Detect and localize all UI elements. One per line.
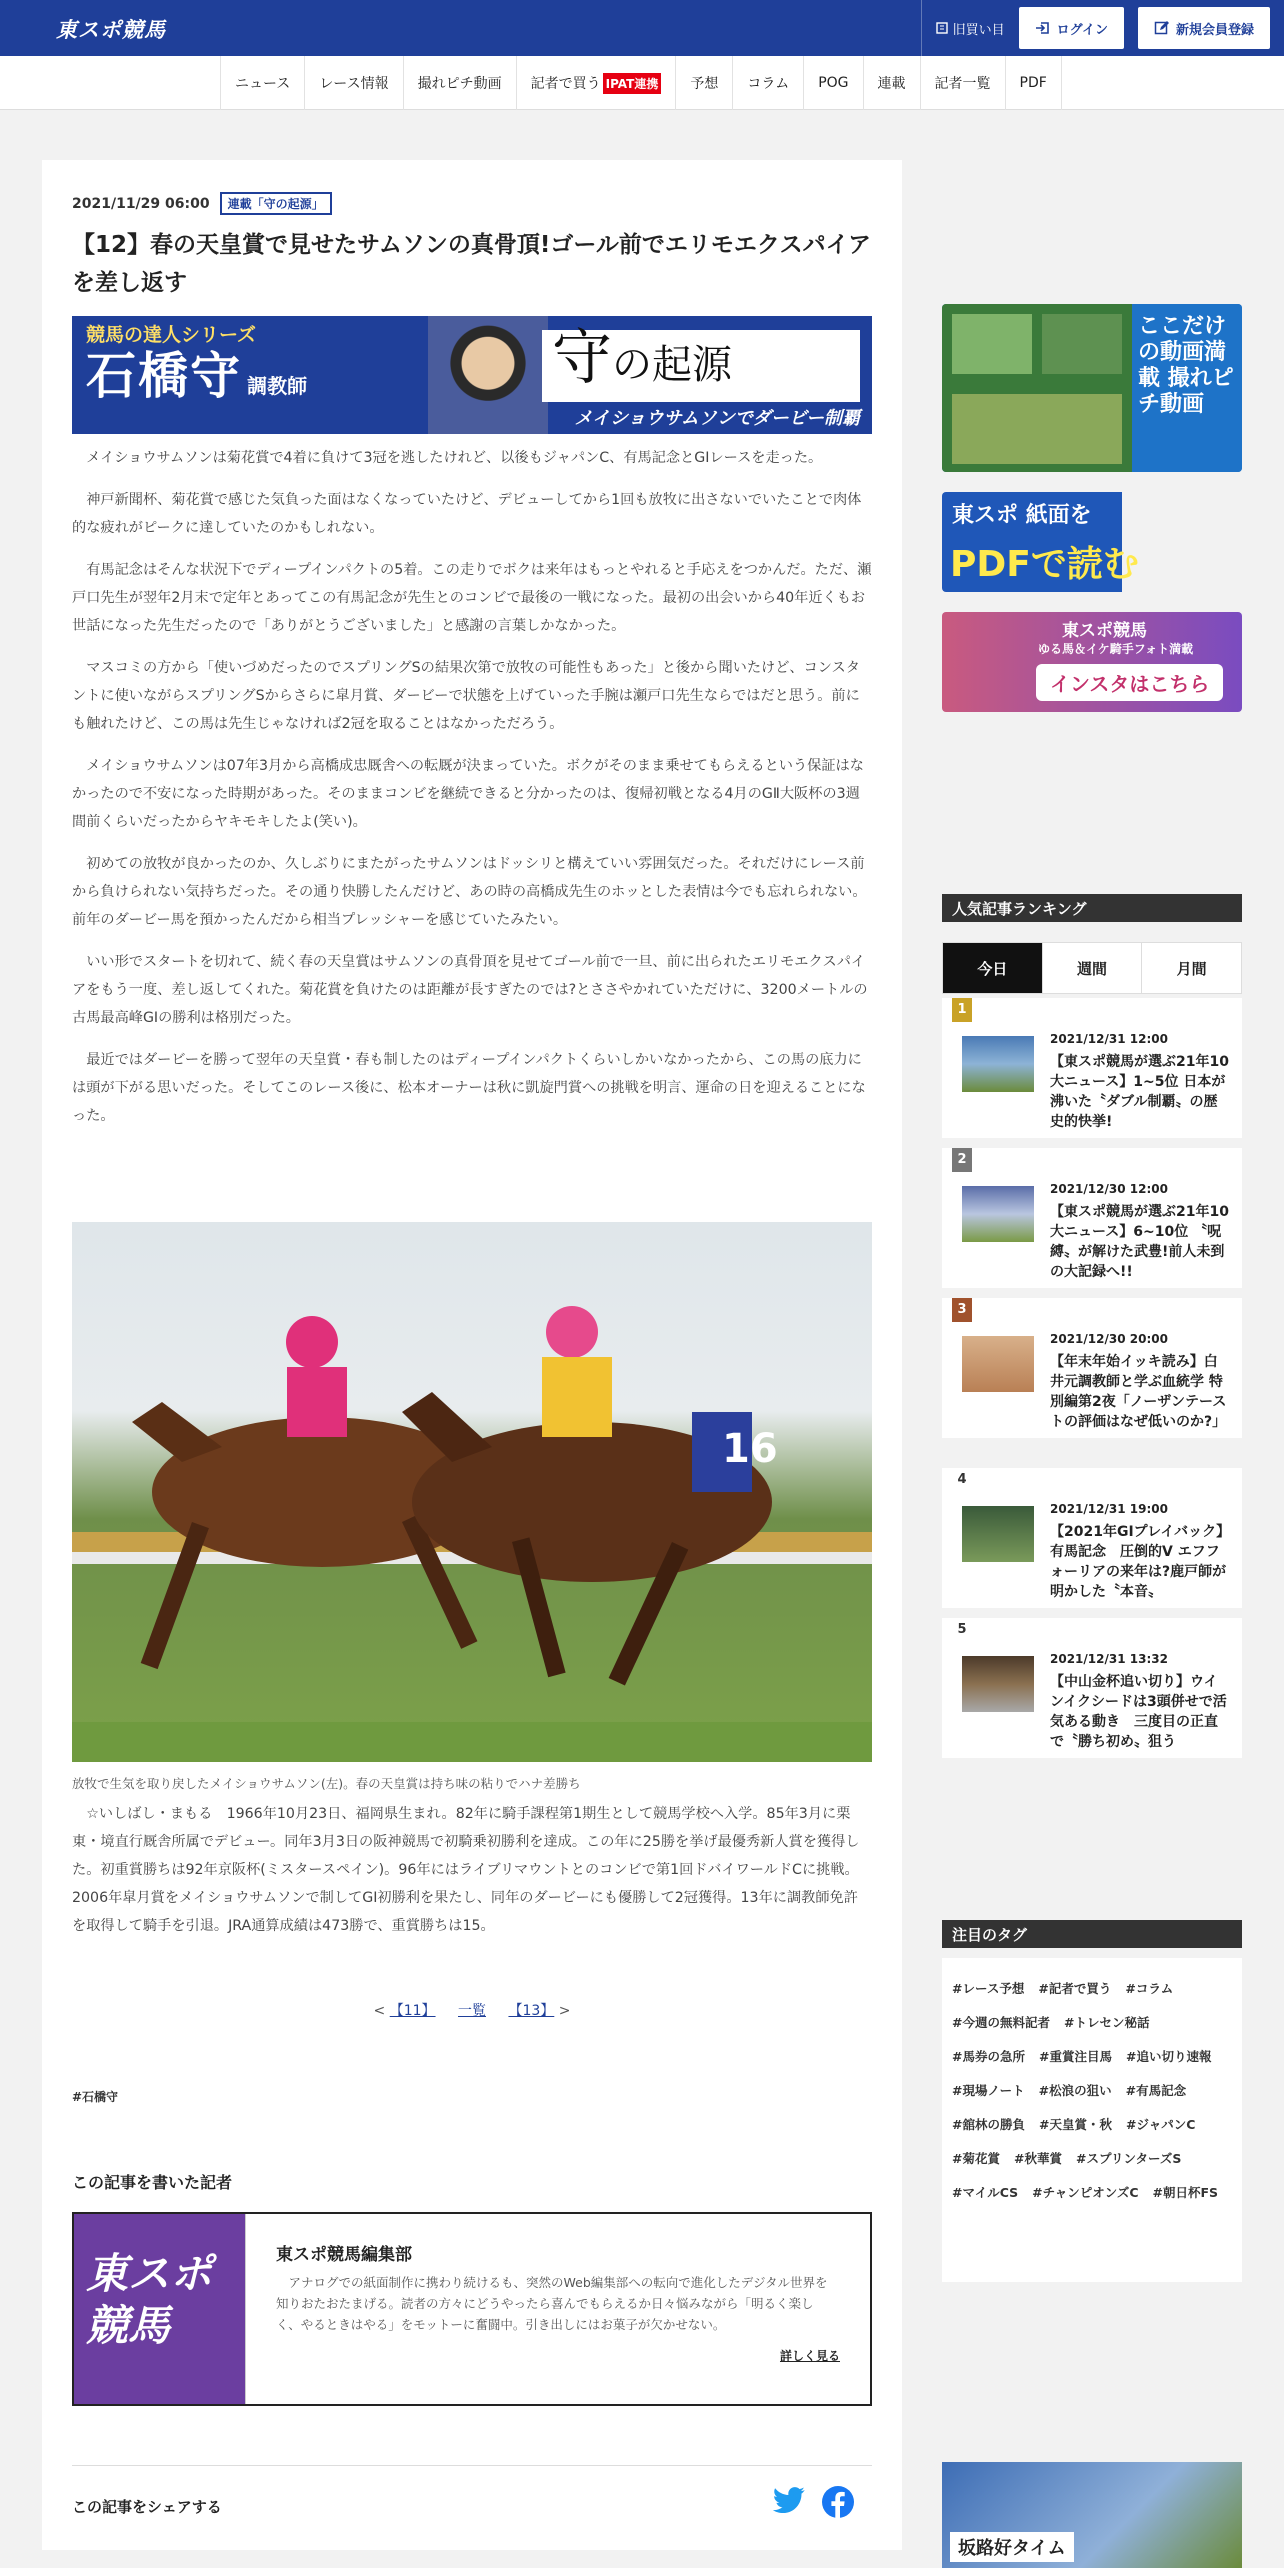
register-label: 新規会員登録: [1175, 22, 1254, 38]
article-paragraph: 神戸新聞杯、菊花賞で感じた気負った面はなくなっていたけど、デビューしてから1回も放牧に出さないでいたことで肉体的な疲れがピークに達していたのかもしれない。: [72, 492, 862, 536]
insta-promo-top: 東スポ競馬: [1062, 621, 1147, 641]
banner-role: 調教師: [247, 374, 308, 398]
article-paragraph: 最近ではダービーを勝って翌年の天皇賞・春も制したのはディープインパクトくらいしかいなかったから、この馬の底力には頭が下がる思いだった。そしてこのレース後に、松本オーナーは秋に凱旋門賞への挑戦を明言、運命の日を迎えることになった。: [72, 1052, 866, 1124]
article-meta: [72, 192, 332, 215]
share-divider: [72, 2465, 872, 2466]
tag-link[interactable]: #菊花賞: [952, 2151, 1000, 2166]
tag-link[interactable]: #追い切り速報: [1125, 2049, 1212, 2064]
rank-badge: 2: [952, 1148, 972, 1172]
tag-link[interactable]: #今週の無料記者: [952, 2015, 1050, 2030]
login-label: ログイン: [1056, 22, 1108, 38]
rank-thumbnail: [962, 1506, 1034, 1562]
race-photo: [72, 1222, 872, 1762]
writer-heading: この記事を書いた記者: [72, 2173, 233, 2192]
svg-text:16: 16: [722, 1426, 778, 1472]
tab-weekly[interactable]: 週間: [1042, 943, 1143, 993]
pdf-promo-big: PDFで読む: [950, 544, 1139, 585]
tag-link[interactable]: #重賞注目馬: [1038, 2049, 1112, 2064]
register-button[interactable]: [1138, 7, 1270, 49]
ranking-item[interactable]: [942, 1468, 1242, 1608]
edit-icon: [1154, 20, 1170, 36]
tag-link[interactable]: #朝日杯FS: [1152, 2185, 1219, 2200]
tab-today[interactable]: 今日: [943, 943, 1042, 993]
article-paragraph: マスコミの方から「使いづめだったのでスプリングSの結果次第で放牧の可能性もあった」と後から聞いたけど、コンスタントに使いながらスプリングSからさらに皐月賞、ダービーで状態を上げていった手腕は瀬戸口先生ならではだと思う。前にも触れたけど、この馬は先生じゃなければ2冠を取ることはなかっただろう。: [72, 660, 860, 732]
rank-date: 2021/12/30 20:00: [1050, 1332, 1168, 1346]
tag-link[interactable]: #コラム: [1125, 1981, 1174, 1996]
nav-label: 予想: [690, 76, 719, 92]
racehorse-illustration: [72, 1222, 872, 1762]
nav-label: レース情報: [319, 76, 389, 92]
prev-arrow: <: [373, 2003, 386, 2019]
rank-date: 2021/12/31 12:00: [1050, 1032, 1168, 1046]
tag-link[interactable]: #秋華賞: [1013, 2151, 1062, 2166]
insta-promo-mid: ゆる馬＆イケ騎手フォト満載: [1038, 642, 1194, 656]
rank-thumbnail: [962, 1186, 1034, 1242]
nav-item-reporters[interactable]: [921, 56, 1006, 110]
author-bio: ☆いしばし・まもる 1966年10月23日、福岡県生まれ。82年に騎手課程第1期生として競馬学校へ入学。85年3月に栗東・境直行厩舎所属でデビュー。同年3月3日の阪神競馬で初騎乗初勝利を達成。この年に25勝を挙げ最優秀新人賞を獲得した。初重賞勝ちは92年京阪杯(ミスタースペイン)。96年にはライブリマウントとのコンビで第1回ドバイワールドCに挑戦。2006年皐月賞をメイショウサムソンで制してGⅠ初勝利を果たし、同年のダービーにも優勝して2冠獲得。13年に調教師免許を取得して騎手を引退。JRA通算成績は473勝で、重賞勝ちは15。: [72, 1806, 860, 1934]
writer-name: 東スポ競馬編集部: [276, 2245, 412, 2265]
tags-heading: 注目のタグ: [942, 1920, 1242, 1948]
series-badge[interactable]: 連載「守の起源」: [220, 192, 332, 215]
nav-item-pog[interactable]: [804, 56, 863, 110]
article-title: 【12】春の天皇賞で見せたサムソンの真骨頂!ゴール前でエリモエクスパイアを差し返す: [72, 232, 871, 296]
rank-thumbnail: [962, 1336, 1034, 1392]
rank-title: 【東スポ競馬が選ぶ21年10大ニュース】1~5位 日本が沸いた〝ダブル制覇〟の歴史的快挙!: [1050, 1054, 1229, 1130]
banner-title-big: 守: [552, 323, 612, 393]
old-buy-label: 旧買い目: [952, 22, 1005, 38]
document-icon: [936, 22, 948, 34]
rank-badge: 3: [952, 1298, 972, 1322]
hill-training-text: 坂路好タイム: [950, 2532, 1074, 2562]
banner-left: [86, 320, 307, 405]
writer-logo: 東スポ競馬: [74, 2214, 246, 2404]
share-buttons: [772, 2486, 854, 2522]
writer-description: アナログでの紙面制作に携わり続けるも、突然のWeb編集部への転向で進化したデジタル世界を知りおたおたまげる。読者の方々にどうやったら喜んでもらえるか日々悩みながら「明るく楽しく、やるときはやる」をモットーに奮闘中。引き出しにはお菓子が欠かせない。: [276, 2275, 828, 2332]
tag-link[interactable]: #スプリンターズS: [1075, 2151, 1182, 2166]
login-button[interactable]: [1019, 7, 1124, 49]
tag-link[interactable]: #レース予想: [952, 1981, 1025, 1996]
old-buy-link[interactable]: [921, 0, 1019, 56]
header-actions: [921, 0, 1284, 56]
rank-title: 【2021年GⅠプレイバック】有馬記念 圧倒的V エフフォーリアの来年は?鹿戸師が明かした〝本音〟: [1050, 1524, 1227, 1600]
tag-link[interactable]: #天皇賞・秋: [1038, 2117, 1112, 2132]
rank-date: 2021/12/31 19:00: [1050, 1502, 1168, 1516]
ipat-badge: IPAT連携: [603, 73, 662, 94]
insta-promo-button: インスタはこちら: [1036, 664, 1223, 701]
tag-list: [942, 1958, 1242, 2282]
nav-label: 撮れピチ動画: [417, 76, 502, 92]
tag-link[interactable]: #馬券の急所: [952, 2049, 1025, 2064]
nav-item-videos[interactable]: [404, 56, 517, 110]
hill-training-banner[interactable]: [942, 2462, 1242, 2568]
pdf-promo-banner[interactable]: [942, 492, 1242, 592]
rank-badge: 5: [952, 1618, 972, 1642]
tag-link[interactable]: #松浪の狙い: [1038, 2083, 1112, 2098]
writer-card: [72, 2212, 872, 2406]
tab-monthly[interactable]: 月間: [1176, 959, 1207, 978]
nav-label: 連載: [877, 76, 906, 92]
share-label: この記事をシェアする: [72, 2498, 222, 2516]
pdf-promo-top: 東スポ 紙面を: [952, 503, 1092, 528]
rank-title: 【東スポ競馬が選ぶ21年10大ニュース】6~10位 〝呪縛〟が解けた武豊!前人未到の大記録へ!!: [1050, 1204, 1229, 1280]
nav-label: 記者一覧: [934, 76, 991, 92]
site-logo[interactable]: 東スポ競馬: [56, 18, 166, 42]
nav-label: PDF: [1019, 75, 1047, 91]
next-article-link[interactable]: 【13】: [508, 2003, 555, 2019]
article-list-link[interactable]: 一覧: [458, 2003, 486, 2019]
writer-more-link[interactable]: 詳しく見る: [779, 2349, 840, 2363]
ranking-item[interactable]: [942, 1298, 1242, 1438]
banner-subtitle: メイショウサムソンでダービー制覇: [574, 408, 860, 429]
nav-item-columns[interactable]: [733, 56, 804, 110]
rank-badge: 1: [952, 998, 972, 1022]
pagination: [42, 2000, 902, 2020]
instagram-promo-banner[interactable]: [942, 612, 1242, 712]
article-paragraph: メイショウサムソンは07年3月から高橋成忠厩舎への転厩が決まっていた。ボクがそのまま乗せてもらえるという保証はなかったので不安になった時期があった。そのままコンビを継続できると分かったのは、復帰初戦となる4月のGⅡ大阪杯の3週間前くらいだったからヤキモキしたよ(笑い)。: [72, 758, 864, 830]
nav-label: ニュース: [235, 76, 291, 92]
rank-badge: 4: [952, 1468, 972, 1492]
article-paragraph: メイショウサムソンは菊花賞で4着に負けて3冠を逃したけれど、以後もジャパンC、有馬記念とGⅠレースを走った。: [86, 450, 823, 466]
banner-series-label: 競馬の達人シリーズ: [86, 324, 257, 346]
article-paragraph: 有馬記念はそんな状況下でディープインパクトの5着。この走りでボクは来年はもっとやれると手応えをつかんだ。ただ、瀬戸口先生が翌年2月末で定年とあってこの有馬記念が先生とのコンビで最後の一戦になった。最初の出会いから40年近くもお世話になった先生だったので「ありがとうございました」と感謝の言葉しかなかった。: [72, 562, 872, 634]
series-banner: [72, 316, 872, 434]
video-promo-text: ここだけの動画満載 撮れピチ動画: [1138, 314, 1234, 417]
video-promo-banner[interactable]: [942, 304, 1242, 472]
ranking-item[interactable]: [942, 1148, 1242, 1288]
tag-link[interactable]: #トレセン秘話: [1063, 2015, 1150, 2030]
nav-item-series[interactable]: [864, 56, 921, 110]
nav-label: POG: [818, 75, 849, 91]
article-card: [42, 160, 902, 2550]
tag-link[interactable]: #舘林の勝負: [952, 2117, 1025, 2132]
rank-title: 【年末年始イッキ読み】白井元調教師と学ぶ血統学 特別編第2夜「ノーザンテーストの評価はなぜ低いのか?」: [1050, 1354, 1227, 1430]
photo-caption: 放牧で生気を取り戻したメイショウサムソン(左)。春の天皇賞は持ち味の粘りでハナ差勝ち: [72, 1776, 581, 1791]
rank-title: 【中山金杯追い切り】ウインイクシードは3頭併せで活気ある動き 三度目の正直で〝勝ち初め〟狙う: [1050, 1674, 1227, 1750]
ranking-heading: 人気記事ランキング: [942, 894, 1242, 922]
article-body: [72, 444, 872, 1144]
site-header: [0, 0, 1284, 56]
ranking-item[interactable]: [942, 1618, 1242, 1758]
facebook-icon[interactable]: [822, 2486, 854, 2522]
rank-thumbnail: [962, 1656, 1034, 1712]
ranking-item[interactable]: [942, 998, 1242, 1138]
article-paragraph: 初めての放牧が良かったのか、久しぶりにまたがったサムソンはドッシリと構えていい雰囲気だった。それだけにレース前から負けられない気持ちだった。その通り快勝したんだけど、あの時の高橋成先生のホッとした表情は今でも忘れられない。前年のダービー馬を預かったんだから相当プレッシャーを感じていたみたい。: [72, 856, 867, 928]
tag-link[interactable]: #マイルCS: [952, 2185, 1019, 2200]
nav-label: 記者で買う: [530, 76, 601, 92]
rank-date: 2021/12/31 13:32: [1050, 1652, 1168, 1666]
nav-item-news[interactable]: [221, 56, 305, 110]
rank-date: 2021/12/30 12:00: [1050, 1182, 1168, 1196]
tag-link[interactable]: #現場ノート: [952, 2083, 1025, 2098]
global-nav: [0, 56, 1284, 110]
tag-link[interactable]: #有馬記念: [1125, 2083, 1187, 2098]
prev-article-link[interactable]: 【11】: [389, 2003, 436, 2019]
nav-label: コラム: [747, 76, 790, 92]
next-arrow: >: [558, 2003, 571, 2019]
article-tag[interactable]: #石橋守: [72, 2090, 119, 2104]
article-datetime: 2021/11/29 06:00: [72, 195, 210, 212]
tag-link[interactable]: #ジャパンC: [1125, 2117, 1196, 2132]
rank-thumbnail: [962, 1036, 1034, 1092]
banner-title: [552, 318, 732, 405]
article-paragraph: いい形でスタートを切れて、続く春の天皇賞はサムソンの真骨頂を見せてゴール前で一旦、前に出られたエリモエクスパイアをもう一度、差し返してくれた。菊花賞を負けたのは距離が長すぎたのでは?とささやかれていただけに、3200メートルの古馬最高峰GⅠの勝利は格別だった。: [72, 954, 868, 1026]
twitter-icon[interactable]: [772, 2486, 806, 2522]
nav-item-race-info[interactable]: [305, 56, 403, 110]
banner-title-small: の起源: [612, 342, 732, 388]
trainer-portrait: [428, 316, 548, 434]
nav-item-pdf[interactable]: [1006, 56, 1062, 110]
nav-item-predictions[interactable]: [676, 56, 733, 110]
tag-link[interactable]: #チャンピオンズC: [1032, 2185, 1139, 2200]
banner-person-name: 石橋守: [86, 347, 242, 405]
ranking-tabs: [942, 942, 1242, 994]
login-icon: [1035, 20, 1051, 36]
nav-item-buy-by-reporter[interactable]: [517, 56, 677, 110]
tag-link[interactable]: #記者で買う: [1038, 1981, 1112, 1996]
